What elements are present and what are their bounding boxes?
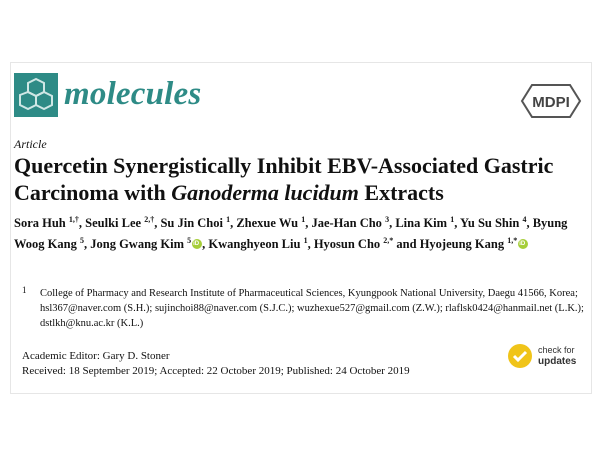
affiliation-number: 1 (22, 285, 27, 295)
journal-name: molecules (64, 76, 202, 112)
title-italic: Ganoderma lucidum (171, 180, 359, 205)
title-part1: Quercetin Synergistically Inhibit EBV-Associated Gastric Carcinoma with (14, 153, 554, 205)
author[interactable]: Seulki Lee $^{2,\dagger}$ (85, 215, 155, 231)
author[interactable]: Byung Woog Kang $^5$ (14, 216, 568, 252)
mdpi-logo-text: MDPI (532, 94, 570, 111)
academic-editor: Academic Editor: Gary D. Stoner (22, 350, 170, 362)
author[interactable]: Kwanghyeon Liu $^1$ (208, 236, 308, 252)
publication-dates: Received: 18 September 2019; Accepted: 22 October 2019; Published: 24 October 2019 (22, 365, 410, 377)
author[interactable]: Sora Huh $^{1,\dagger}$ (14, 215, 79, 231)
author[interactable]: Lina Kim $^1$ (395, 215, 455, 231)
author[interactable]: Jong Gwang Kim $^5$iD (90, 237, 202, 251)
author-list: Sora Huh $^{1,\dagger}$, Seulki Lee $^{2,\dagger}$, Su Jin Choi $^1$, Zhexue Wu $^1$, Jae-Han Cho $^3$, Lina Kim $^1$, Yu Su Shin $^4$, Byung Woog Kang $^5$, Jong Gwang Kim $^5$iD , Kwanghyeon Liu $^1$, Hyosun Cho $^{2,*}$ and Hyojeung Kang $^{1,*}$iD (14, 211, 589, 253)
mdpi-logo (520, 83, 582, 124)
author[interactable]: Hyosun Cho $^{2,*}$ (313, 236, 394, 252)
author[interactable]: Su Jin Choi $^1$ (160, 215, 231, 231)
check-for-updates-label: check for updates (538, 345, 577, 367)
article-title (14, 152, 584, 206)
check-for-updates-button[interactable] (508, 341, 592, 375)
author[interactable]: Yu Su Shin $^4$ (459, 215, 527, 231)
checkmark-icon (508, 344, 532, 368)
author[interactable]: Zhexue Wu $^1$ (236, 215, 306, 231)
journal-logo (14, 73, 58, 117)
author[interactable]: Hyojeung Kang $^{1,*}$iD (420, 237, 529, 251)
orcid-icon[interactable] (192, 239, 202, 249)
article-type: Article (14, 137, 47, 151)
title-part2: Extracts (358, 180, 444, 205)
orcid-icon[interactable] (518, 239, 528, 249)
author[interactable]: Jae-Han Cho $^3$ (311, 215, 390, 231)
affiliation-text: College of Pharmacy and Research Institute of Pharmaceutical Sciences, Kyungpook National University, Daegu 41566, Korea; hsl367@naver.com (S.H.); sujinchoi88@naver.com (S.J.C.); wuzhexue527@gmail.com (Z.W.); rlaflsk0424@hanmail.net (L.K.); dstlkh@knu.ac.kr (K.L.) (40, 288, 584, 329)
